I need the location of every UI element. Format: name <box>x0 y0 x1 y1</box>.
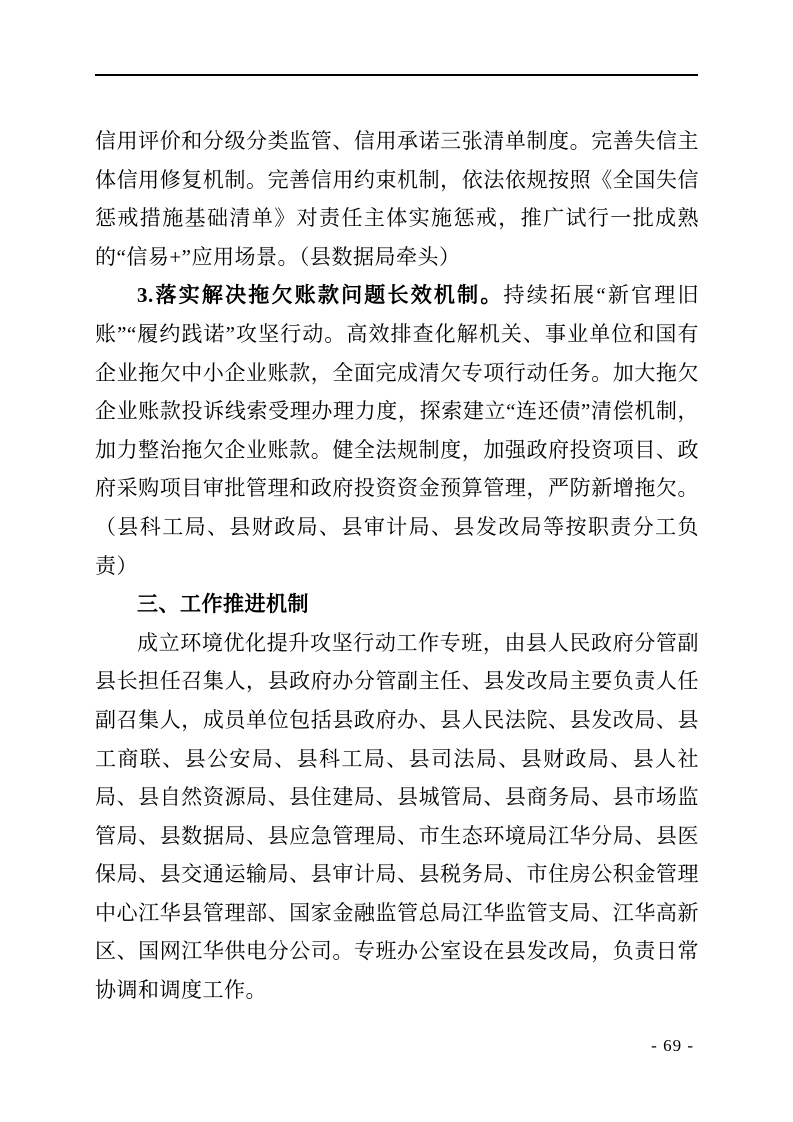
paragraph-credit-continuation: 信用评价和分级分类监管、信用承诺三张清单制度。完善失信主体信用修复机制。完善信用约束机制，依法依规按照《全国失信惩戒措施基础清单》对责任主体实施惩戒，推广试行一批成熟的“信易+”应用场景。（县数据局牵头） <box>95 129 699 269</box>
header-rule <box>95 74 698 76</box>
section-heading-work-mechanism: 三、工作推进机制 <box>137 592 309 617</box>
item3-body-text: 持续拓展“新官理旧账”“履约践诺”攻坚行动。高效排查化解机关、事业单位和国有企业拖欠中小企业账款，全面完成清欠专项行动任务。加大拖欠企业账款投诉线索受理办理力度，探索建立“连还债”清偿机制，加力整治拖欠企业账款。健全法规制度，加强政府投资项目、政府采购项目审批管理和政府投资资金预算管理，严防新增拖欠。（县科工局、县财政局、县审计局、县发改局等按职责分工负责） <box>95 283 699 578</box>
document-body <box>95 122 699 1010</box>
paragraph-arrears-mechanism <box>95 276 699 585</box>
page-number: - 69 - <box>651 1036 694 1055</box>
paragraph-task-force: 成立环境优化提升攻坚行动工作专班，由县人民政府分管副县长担任召集人，县政府办分管副主任、县发改局主要负责人任副召集人，成员单位包括县政府办、县人民法院、县发改局、县工商联、县公安局、县科工局、县司法局、县财政局、县人社局、县自然资源局、县住建局、县城管局、县商务局、县市场监管局、县数据局、县应急管理局、市生态环境局江华分局、县医保局、县交通运输局、县审计局、县税务局、市住房公积金管理中心江华县管理部、国家金融监管总局江华监管支局、江华高新区、国网江华供电分公司。专班办公室设在县发改局，负责日常协调和调度工作。 <box>95 630 699 1003</box>
item3-bold-heading: 3.落实解决拖欠账款问题长效机制。 <box>137 283 504 308</box>
